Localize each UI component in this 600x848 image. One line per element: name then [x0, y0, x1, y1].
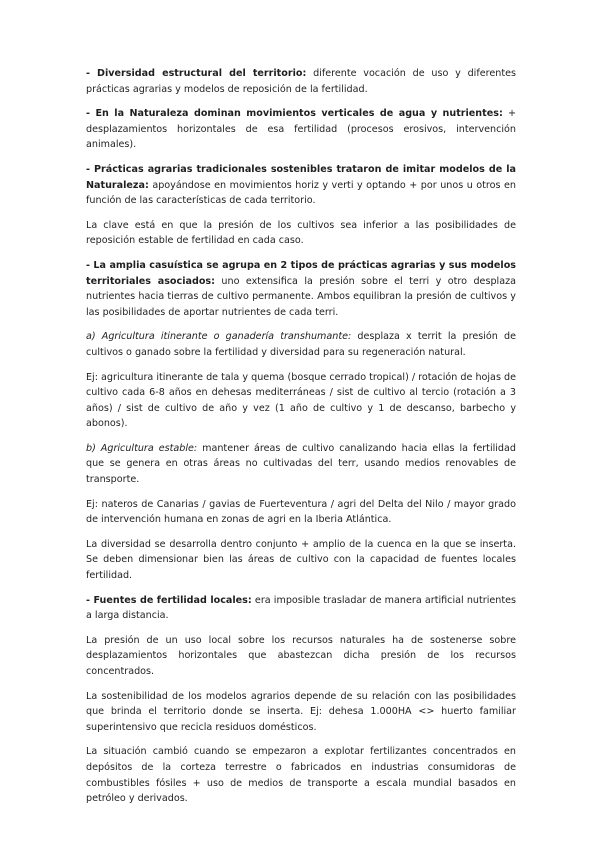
paragraph-fuentes [86, 593, 516, 624]
document-body [86, 66, 516, 816]
paragraph-text: + desplazamientos horizontales de esa fertilidad (procesos erosivos, intervención animales). [86, 108, 516, 151]
paragraph-text: Ej: nateros de Canarias / gavias de Fuerteventura / agri del Delta del Nilo / mayor grado de intervención humana en zonas de agri en la Iberia Atlántica. [86, 498, 516, 526]
paragraph-ejemplo-itinerante [86, 370, 516, 432]
paragraph-text: era imposible trasladar de manera artificial nutrientes a larga distancia. [86, 594, 517, 622]
paragraph-diversidad-cuenca [86, 537, 516, 584]
paragraph-text: La presión de un uso local sobre los recursos naturales ha de sostenerse sobre desplazamientos horizontales que abastezcan dicha presión de los recursos concentrados. [86, 634, 516, 677]
paragraph-presion [86, 633, 516, 680]
paragraph-sostenibilidad [86, 689, 516, 736]
paragraph-text: La diversidad se desarrolla dentro conjunto + amplio de la cuenca en la que se inserta. Se deben dimensionar bien las áreas de cultivo con la capacidad de fuentes locales fertilidad. [86, 538, 516, 582]
paragraph-text: uno extensifica la presión sobre el terri y otro desplaza nutrientes hacia tierras de cultivo permanente. Ambos equilibran la presión de cultivos y las posibilidades de aportar nutrientes de cada terri. [86, 275, 516, 318]
paragraph-text: diferente vocación de uso y diferentes prácticas agrarias y modelos de reposición de la fertilidad. [86, 68, 516, 95]
paragraph-text: apoyándose en movimientos horiz y verti y optando + por unos u otros en función de las características de cada territorio. [86, 179, 516, 207]
heading-inline: - Diversidad estructural del territorio: [86, 68, 307, 79]
paragraph-text: desplaza x territ la presión de cultivos o ganado sobre la fertilidad y diversidad para su regeneración natural. [86, 331, 516, 358]
paragraph-naturaleza [86, 106, 516, 153]
paragraph-casuistica [86, 258, 516, 320]
paragraph-situacion [86, 744, 516, 806]
italic-heading: b) Agricultura estable: [86, 442, 198, 454]
heading-inline: - Fuentes de fertilidad locales: [86, 594, 252, 606]
paragraph-itinerante [86, 329, 516, 360]
paragraph-text: La situación cambió cuando se empezaron a explotar fertilizantes concentrados en depósitos de la corteza terrestre o fabricados en industrias consumidoras de combustibles fósiles + uso de medios de transporte a escala mundial basados en petróleo y derivados. [86, 746, 516, 805]
paragraph-text: Ej: agricultura itinerante de tala y quema (bosque cerrado tropical) / rotación de hojas de cultivo cada 6-8 años en dehesas mediterráneas / sist de cultivo al tercio (rotación a 3 años) / sist de cultivo de año y vez (1 año de cultivo y 1 de descanso, barbecho y abonos). [86, 371, 516, 430]
heading-inline: - Prácticas agrarias tradicionales sostenibles trataron de imitar modelos de la Naturaleza: [86, 163, 516, 191]
paragraph-ejemplo-estable [86, 497, 516, 528]
paragraph-estable [86, 441, 516, 488]
paragraph-clave [86, 218, 516, 249]
italic-heading: a) Agricultura itinerante o ganadería transhumante: [86, 331, 352, 343]
paragraph-text: La sostenibilidad de los modelos agrarios depende de su relación con las posibilidades que brinda el territorio donde se inserta. Ej: dehesa 1.000HA <> huerto familiar superintensivo que recicla residuos domésticos. [86, 690, 516, 733]
paragraph-text: La clave está en que la presión de los cultivos sea inferior a las posibilidades de reposición estable de fertilidad en cada caso. [86, 219, 516, 247]
paragraph-practicas [86, 162, 516, 209]
heading-inline: - En la Naturaleza dominan movimientos verticales de agua y nutrientes: [86, 108, 503, 120]
paragraph-text: mantener áreas de cultivo canalizando hacia ellas la fertilidad que se genera en otras áreas no cultivadas del terr, usando medios renovables de transporte. [86, 442, 516, 486]
paragraph-diversidad [86, 66, 516, 97]
heading-inline: - La amplia casuística se agrupa en 2 tipos de prácticas agrarias y sus modelos territoriales asociados: [86, 259, 516, 287]
